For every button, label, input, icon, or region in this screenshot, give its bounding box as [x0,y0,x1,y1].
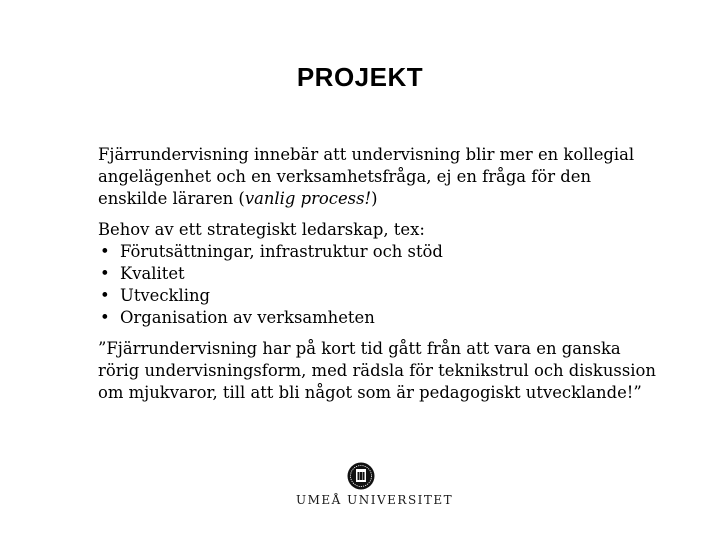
bullet-item: • Organisation av verksamheten [98,307,658,329]
university-logo [296,462,454,510]
university-name: UMEÅ UNIVERSITET [296,493,454,507]
bullet-list [98,241,658,329]
slide-body [98,144,658,413]
university-seal-icon [347,462,375,490]
bullet-item: • Utveckling [98,285,658,307]
paragraph-collegial: Fjärrundervisning innebär att undervisning blir mer en kollegial angelägenhet och en verksamhetsfråga, ej en fråga för den enskilde läraren (vanlig process!) [98,145,635,208]
slide-title: PROJEKT [296,62,424,92]
bullet-item: • Kvalitet [98,263,658,285]
bullet-item: • Förutsättningar, infrastruktur och stöd [98,241,658,263]
emphasis-text: vanlig process! [244,189,372,208]
paragraph-intro: Behov av ett strategiskt ledarskap, tex: [98,220,425,239]
quote-paragraph: ”Fjärrundervisning har på kort tid gått från att vara en ganska rörig undervisningsform, med rädsla för teknikstrul och diskussion om mjukvaror, till att bli något som är pedagogiskt utvecklande!” [98,339,656,402]
